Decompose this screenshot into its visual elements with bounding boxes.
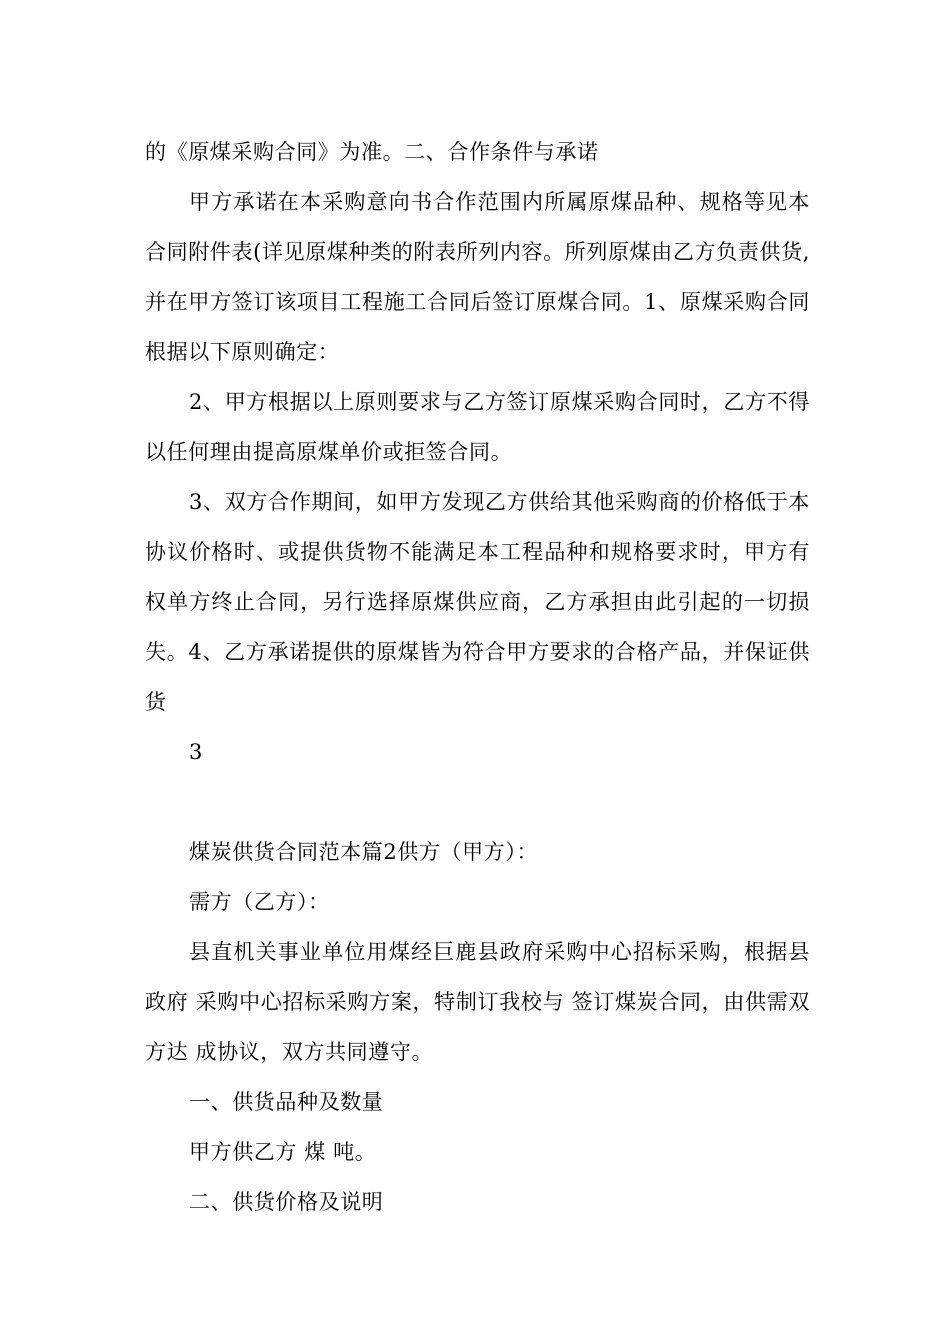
paragraph-clause-2: 2、甲方根据以上原则要求与乙方签订原煤采购合同时，乙方不得以任何理由提高原煤单价或拒签合同。 [145, 390, 810, 464]
paragraph-party-b: 需方（乙方）： [189, 890, 330, 914]
paragraph-supply-quantity: 甲方供乙方 煤 吨。 [189, 1140, 377, 1164]
page-number: 3 [189, 740, 203, 764]
paragraph-clause-3: 3、双方合作期间，如甲方发现乙方供给其他采购商的价格低于本协议价格时、或提供货物不能满足本工程品种和规格要求时，甲方有权单方终止合同，另行选择原煤供应商，乙方承担由此引起的一切损失。4、乙方承诺提供的原煤皆为符合甲方要求的合格产品，并保证供货 [145, 490, 810, 714]
paragraph-preamble: 县直机关事业单位用煤经巨鹿县政府采购中心招标采购，根据县政府 采购中心招标采购方案，特制订我校与 签订煤炭合同，由供需双方达 成协议，双方共同遵守。 [145, 940, 810, 1064]
paragraph-contract-title: 煤炭供货合同范本篇2供方（甲方）： [189, 840, 539, 864]
section-coal-supply-contract [145, 827, 810, 1227]
paragraph-contract-reference: 的《原煤采购合同》为准。二、合作条件与承诺 [145, 140, 599, 164]
section-procurement-terms [145, 127, 810, 727]
heading-supply-price: 二、供货价格及说明 [189, 1190, 384, 1214]
paragraph-party-a-commitment: 甲方承诺在本采购意向书合作范围内所属原煤品种、规格等见本合同附件表(详见原煤种类的附表所列内容。所列原煤由乙方负责供货,并在甲方签订该项目工程施工合同后签订原煤合同。1、原煤采购合同根据以下原则确定： [145, 190, 810, 364]
heading-supply-variety: 一、供货品种及数量 [189, 1090, 384, 1114]
